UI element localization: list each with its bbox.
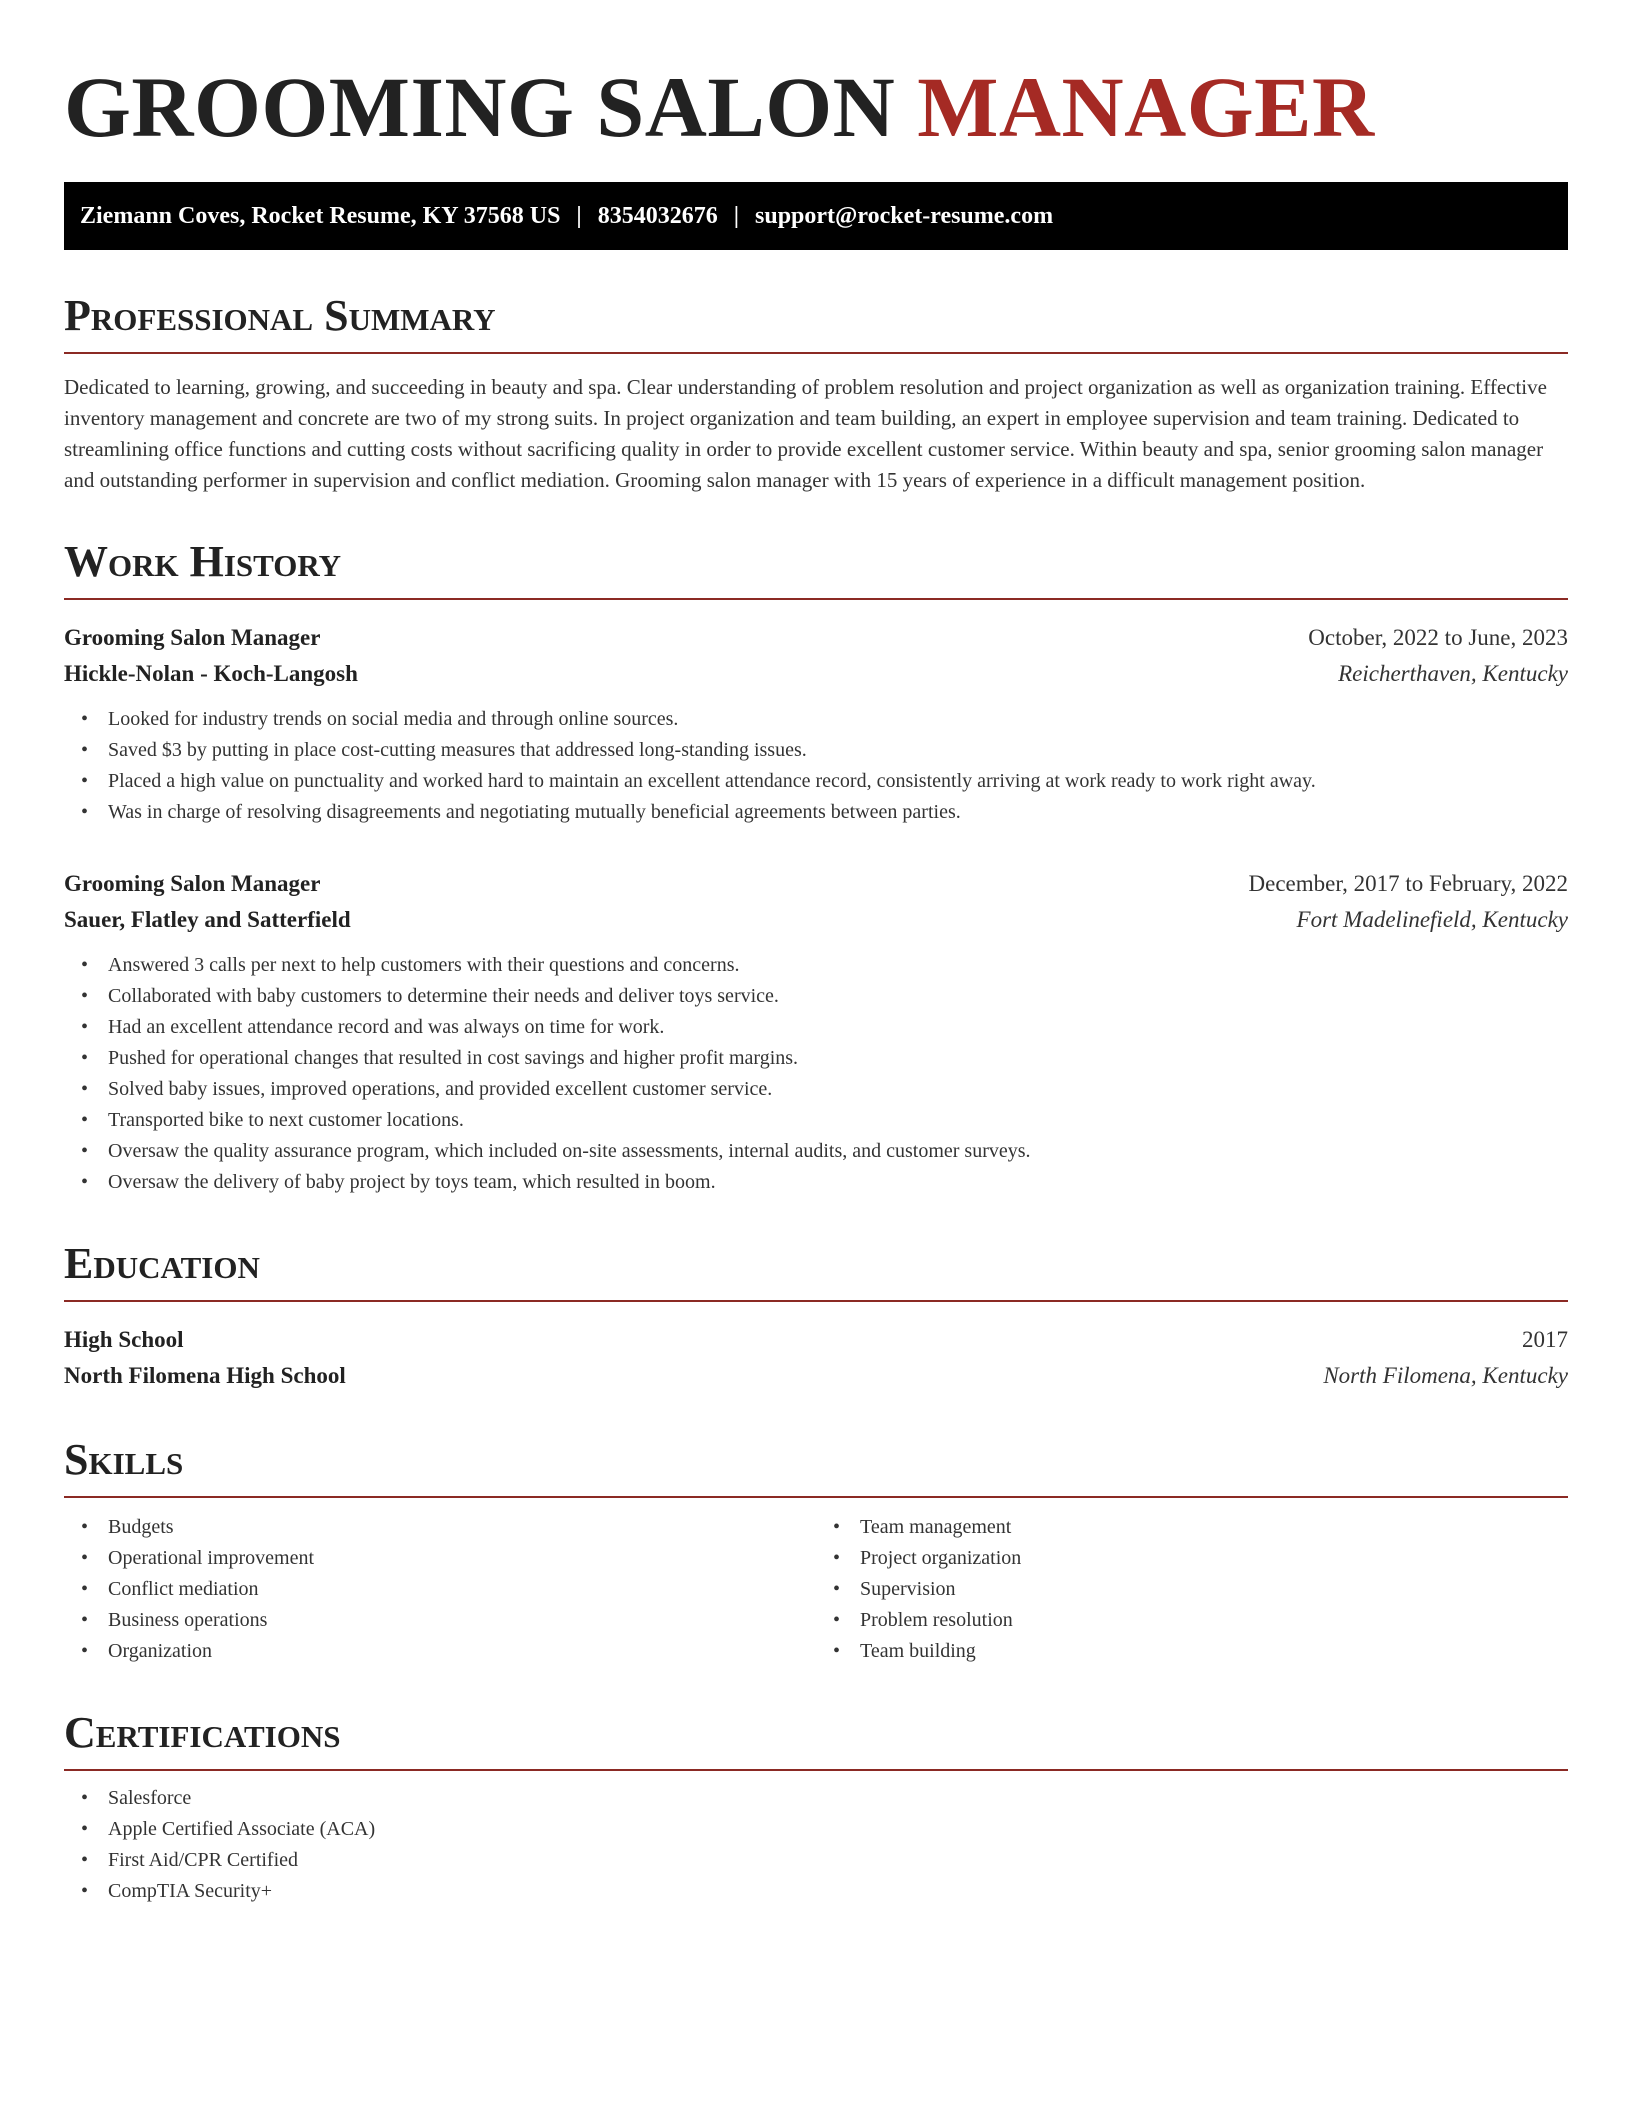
work-history-section xyxy=(64,537,1568,1198)
education-degree: High School xyxy=(64,1327,184,1352)
list-item: • Looked for industry trends on social media and through online sources. xyxy=(64,704,1568,735)
skills-column-right xyxy=(816,1512,1568,1667)
job-title-row xyxy=(64,620,1568,656)
list-item: • Salesforce xyxy=(64,1783,1568,1814)
contact-separator: | xyxy=(733,202,740,229)
list-item: • Operational improvement xyxy=(64,1543,816,1574)
skills-column-left xyxy=(64,1512,816,1667)
list-item: • Was in charge of resolving disagreements and negotiating mutually beneficial agreements between parties. xyxy=(64,797,1568,828)
list-item: • Team building xyxy=(816,1636,1568,1667)
list-item: • Oversaw the delivery of baby project by toys team, which resulted in boom. xyxy=(64,1167,1568,1198)
skills-section xyxy=(64,1435,1568,1667)
education-heading: Education xyxy=(64,1242,1568,1302)
list-item: • Oversaw the quality assurance program, which included on-site assessments, internal audits, and customer surveys. xyxy=(64,1136,1568,1167)
list-item: • Solved baby issues, improved operations, and provided excellent customer service. xyxy=(64,1074,1568,1105)
contact-bar xyxy=(64,182,1568,250)
list-item: • Project organization xyxy=(816,1543,1568,1574)
job-company-row xyxy=(64,656,1568,692)
list-item: • Budgets xyxy=(64,1512,816,1543)
job-role: Grooming Salon Manager xyxy=(64,871,321,896)
job-bullets xyxy=(64,704,1568,828)
list-item: • Transported bike to next customer locations. xyxy=(64,1105,1568,1136)
summary-heading: Professional Summary xyxy=(64,294,1568,354)
contact-email: support@rocket-resume.com xyxy=(755,202,1054,229)
list-item: • Answered 3 calls per next to help customers with their questions and concerns. xyxy=(64,950,1568,981)
list-item: • Had an excellent attendance record and was always on time for work. xyxy=(64,1012,1568,1043)
list-item: • Organization xyxy=(64,1636,816,1667)
job-company: Hickle-Nolan - Koch-Langosh xyxy=(64,661,358,686)
job-dates: October, 2022 to June, 2023 xyxy=(1308,625,1568,650)
work-history-heading: Work History xyxy=(64,540,1568,600)
certifications-section xyxy=(64,1708,1568,1907)
list-item: • Apple Certified Associate (ACA) xyxy=(64,1814,1568,1845)
list-item: • Conflict mediation xyxy=(64,1574,816,1605)
resume-name xyxy=(64,59,1568,155)
skills-heading: Skills xyxy=(64,1438,1568,1498)
job-entry xyxy=(64,620,1568,828)
job-location: Reicherthaven, Kentucky xyxy=(1338,661,1568,686)
education-entry xyxy=(64,1322,1568,1394)
job-dates: December, 2017 to February, 2022 xyxy=(1248,871,1568,896)
education-degree-row xyxy=(64,1322,1568,1358)
job-role: Grooming Salon Manager xyxy=(64,625,321,650)
list-item: • Supervision xyxy=(816,1574,1568,1605)
contact-separator: | xyxy=(576,202,582,229)
contact-phone: 8354032676 xyxy=(597,202,718,229)
job-location: Fort Madelinefield, Kentucky xyxy=(1296,907,1568,932)
education-school-row xyxy=(64,1358,1568,1394)
summary-section xyxy=(64,291,1568,496)
summary-text: Dedicated to learning, growing, and succeeding in beauty and spa. Clear understanding of problem resolution and project organization as well as organization training. Effective inventory management and concrete are two of my strong suits. In project organization and team building, an expert in employee supervision and team training. Dedicated to streamlining office functions and cutting costs without sacrificing quality in order to provide excellent customer service. Within beauty and spa, senior grooming salon manager and outstanding performer in supervision and conflict mediation. Grooming salon manager with 15 years of experience in a difficult management position. xyxy=(64,375,1547,492)
list-item: • Collaborated with baby customers to determine their needs and deliver toys service. xyxy=(64,981,1568,1012)
list-item: • Saved $3 by putting in place cost-cutting measures that addressed long-standing issues. xyxy=(64,735,1568,766)
job-company: Sauer, Flatley and Satterfield xyxy=(64,907,351,932)
job-company-row xyxy=(64,902,1568,938)
education-location: North Filomena, Kentucky xyxy=(1323,1363,1568,1388)
education-school: North Filomena High School xyxy=(64,1363,346,1388)
contact-address: Ziemann Coves, Rocket Resume, KY 37568 US xyxy=(80,202,561,229)
job-bullets xyxy=(64,950,1568,1198)
list-item: • Pushed for operational changes that resulted in cost savings and higher profit margins. xyxy=(64,1043,1568,1074)
list-item: • First Aid/CPR Certified xyxy=(64,1845,1568,1876)
job-title-row xyxy=(64,866,1568,902)
name-last: MANAGER xyxy=(917,59,1375,155)
job-entry xyxy=(64,866,1568,1198)
education-section xyxy=(64,1239,1568,1394)
certifications-list xyxy=(64,1783,1568,1907)
list-item: • Problem resolution xyxy=(816,1605,1568,1636)
list-item: • Team management xyxy=(816,1512,1568,1543)
skills-grid xyxy=(64,1512,1568,1667)
certifications-heading: Certifications xyxy=(64,1711,1568,1771)
name-first: GROOMING SALON xyxy=(64,59,896,155)
list-item: • Business operations xyxy=(64,1605,816,1636)
education-year: 2017 xyxy=(1522,1327,1568,1352)
list-item: • Placed a high value on punctuality and worked hard to maintain an excellent attendance record, consistently arriving at work ready to work right away. xyxy=(64,766,1568,797)
list-item: • CompTIA Security+ xyxy=(64,1876,1568,1907)
